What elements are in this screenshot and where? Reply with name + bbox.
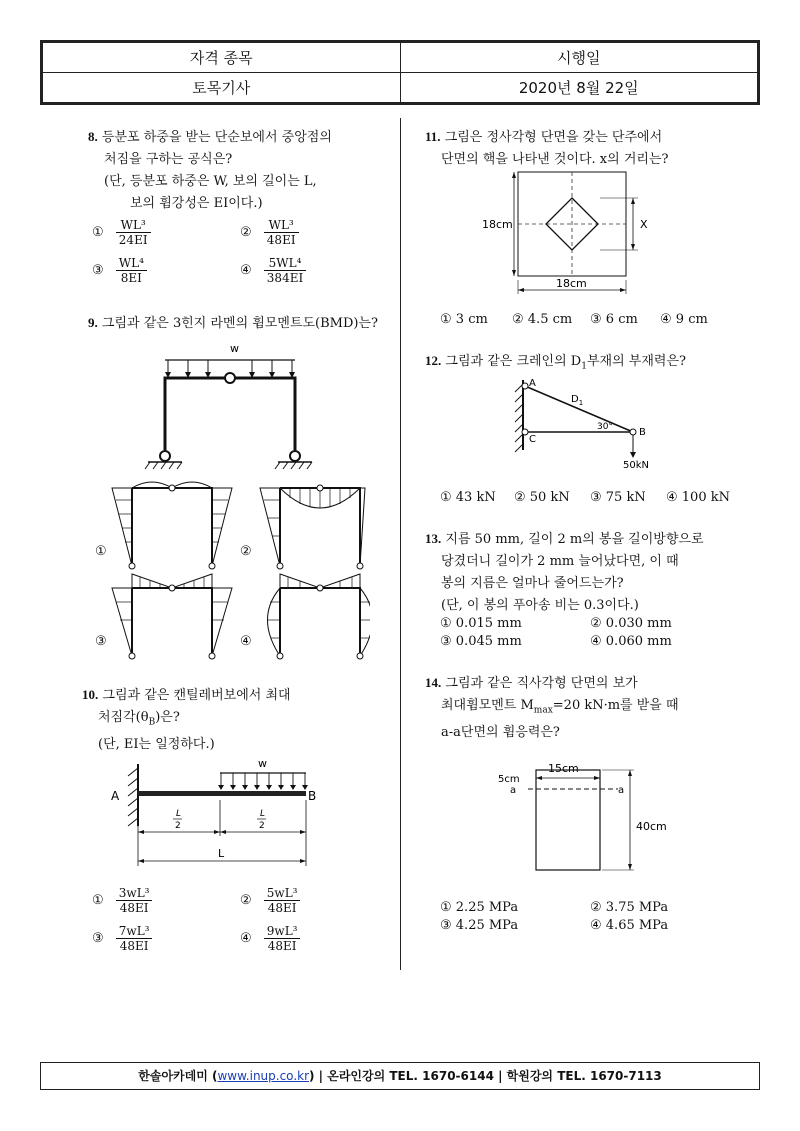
q10-cantilever-diagram [108,756,338,876]
q14-section-diagram [490,760,680,880]
q9-bmd-option-3[interactable] [112,574,232,659]
q14-option-4[interactable]: ④ 4.65 MPa [590,918,669,933]
q11-line2: 단면의 핵을 나타낸 것이다. x의 거리는? [441,152,669,167]
q8-option-1-fraction: $\frac{\text{WL³}}{24EI}$ [116,218,151,247]
q10-number: 10. [82,687,99,702]
question-11 [425,126,755,171]
question-9 [88,312,398,335]
q14-dim-5cm: 5cm [498,774,520,785]
footer-name: 한솔아카데미 ( [138,1069,218,1083]
column-divider [400,118,401,970]
q8-line4: 보의 휨강성은 EI이다.) [130,196,263,211]
q13-option-1[interactable]: ① 0.015 mm [440,616,522,631]
q10-option-2-fraction: $\frac{\text{5wL³}}{48EI}$ [264,886,301,915]
q14-label-a-right: a [618,785,625,796]
header-table [40,40,760,105]
question-14 [425,672,755,744]
q12-label-c: C [529,434,536,445]
q9-frame-diagram [130,338,340,473]
q12-option-3[interactable]: ③ 75 kN [590,490,646,505]
question-10 [82,684,392,756]
q10-line2: 처짐각(θ [98,710,149,725]
q11-option-4[interactable]: ④ 9 cm [660,312,708,327]
q12-label-d: $D_1$ [571,394,584,407]
q14-line2-pre: 최대휨모멘트 M [441,698,534,713]
q8-line3: (단, 등분포 하중은 W, 보의 길이는 L, [104,174,317,189]
q11-option-1[interactable]: ① 3 cm [440,312,488,327]
q10-label-a: A [111,789,120,803]
q10-half-den-2: 2 [259,821,265,831]
q12-crane-diagram [505,372,665,472]
q12-number: 12. [425,353,442,368]
q14-line1: 그림과 같은 직사각형 단면의 보가 [445,676,638,691]
q10-option-2[interactable]: ② $\frac{\text{5wL³}}{48EI}$ [240,886,300,915]
q10-total-length: L [218,847,225,860]
footer-bar [40,1062,760,1090]
q14-option-2[interactable]: ② 3.75 MPa [590,900,669,915]
q8-option-2-fraction: $\frac{\text{WL³}}{48EI}$ [264,218,299,247]
q13-line3: 봉의 지름은 얼마나 줄어드는가? [441,576,624,591]
q14-line2-post: =20 kN·m를 받을 때 [552,698,679,713]
q9-option-3-mark[interactable]: ③ [95,634,107,649]
header-col2-title: 시행일 [400,43,758,73]
q12-text-sub: 1 [581,361,587,372]
q8-option-1[interactable]: ① $\frac{\text{WL³}}{24EI}$ [92,218,151,247]
q13-option-4[interactable]: ④ 0.060 mm [590,634,672,649]
q9-number: 9. [88,315,98,330]
q12-label-b: B [639,427,646,438]
q8-option-4-fraction: $\frac{\text{5WL⁴}}{384EI}$ [264,256,306,285]
q9-load-label: w [230,342,239,355]
q9-bmd-option-1[interactable] [112,482,232,569]
q11-section-diagram [478,168,678,298]
q10-option-3-fraction: $\frac{\text{7wL³}}{48EI}$ [116,924,153,953]
q11-options [440,312,730,327]
q8-number: 8. [88,129,98,144]
q12-text-post: 부재의 부재력은? [586,354,686,369]
q10-line2-end: )은? [155,710,180,725]
q8-option-3-fraction: $\frac{\text{WL⁴}}{8EI}$ [116,256,147,285]
q8-option-4[interactable]: ④ $\frac{\text{5WL⁴}}{384EI}$ [240,256,306,285]
q12-option-2[interactable]: ② 50 kN [514,490,570,505]
q14-number: 14. [425,675,442,690]
q10-half-den-1: 2 [175,821,181,831]
q14-label-a-left: a [510,785,517,796]
question-8 [88,126,388,215]
q9-option-1-mark[interactable]: ① [95,544,107,559]
q14-option-1[interactable]: ① 2.25 MPa [440,900,519,915]
q10-load-label: w [258,757,267,770]
q12-label-angle: 30° [597,422,613,432]
q10-line3: (단, EI는 일정하다.) [98,736,215,752]
q9-option-4-mark[interactable]: ④ [240,634,252,649]
q10-half-num-2: L [260,809,266,819]
q10-option-1-fraction: $\frac{\text{3wL³}}{48EI}$ [116,886,153,915]
q10-line1: 그림과 같은 캔틸레버보에서 최대 [102,688,291,703]
q9-bmd-option-4[interactable] [268,574,371,659]
q10-option-4[interactable]: ④ $\frac{\text{9wL³}}{48EI}$ [240,924,300,953]
q8-option-2[interactable]: ② $\frac{\text{WL³}}{48EI}$ [240,218,299,247]
q11-option-3[interactable]: ③ 6 cm [590,312,638,327]
q14-line3: a-a단면의 휨응력은? [441,724,560,740]
header-col1-value: 토목기사 [43,73,401,103]
q12-options [440,490,736,505]
q11-option-2[interactable]: ② 4.5 cm [512,312,573,327]
q9-text: 그림과 같은 3힌지 라멘의 휨모멘트도(BMD)는? [101,316,379,331]
q10-line2-sub: B [148,717,156,728]
q11-dim-x: X [640,218,648,231]
q11-line1: 그림은 정사각형 단면을 갖는 단주에서 [444,130,663,145]
q9-bmd-options [110,478,370,668]
q8-line1: 등분포 하중을 받는 단순보에서 중앙점의 [101,130,332,145]
q9-bmd-option-2[interactable] [260,485,365,569]
q9-option-2-mark[interactable]: ② [240,544,252,559]
q13-line4: (단, 이 봉의 푸아송 비는 0.3이다.) [441,598,639,613]
q10-half-num-1: L [176,809,182,819]
q13-number: 13. [425,531,442,546]
q13-option-2[interactable]: ② 0.030 mm [590,616,672,631]
q14-line2-sub: max [533,705,553,716]
q11-dim-width: 18cm [556,277,587,290]
q11-number: 11. [425,129,441,144]
footer-contact: ) | 온라인강의 TEL. 1670-6144 | 학원강의 TEL. 1670-7113 [309,1069,662,1083]
footer-link[interactable]: www.inup.co.kr [217,1069,310,1083]
q12-option-4[interactable]: ④ 100 kN [666,490,730,505]
header-col1-title: 자격 종목 [43,43,401,73]
q10-option-4-fraction: $\frac{\text{9wL³}}{48EI}$ [264,924,301,953]
q10-option-3[interactable]: ③ $\frac{\text{7wL³}}{48EI}$ [92,924,152,953]
q11-dim-height: 18cm [482,218,513,231]
question-13 [425,528,755,617]
q8-line2: 처짐을 구하는 공식은? [104,152,233,167]
q8-option-3[interactable]: ③ $\frac{\text{WL⁴}}{8EI}$ [92,256,147,285]
q10-label-b: B [308,789,317,803]
q14-dim-40cm: 40cm [636,820,667,833]
q12-label-a: A [529,378,536,389]
q12-text-pre: 그림과 같은 크레인의 D [445,354,582,369]
header-col2-value: 2020년 8월 22일 [400,73,758,103]
q10-option-1[interactable]: ① $\frac{\text{3wL³}}{48EI}$ [92,886,152,915]
q12-load-label: 50kN [623,460,649,471]
q13-line2: 당겼더니 길이가 2 mm 늘어났다면, 이 때 [441,554,679,569]
q13-option-3[interactable]: ③ 0.045 mm [440,634,522,649]
q12-option-1[interactable]: ① 43 kN [440,490,496,505]
q14-dim-width: 15cm [548,762,579,775]
q13-line1: 지름 50 mm, 길이 2 m의 봉을 길이방향으로 [445,532,704,547]
q14-option-3[interactable]: ③ 4.25 MPa [440,918,519,933]
